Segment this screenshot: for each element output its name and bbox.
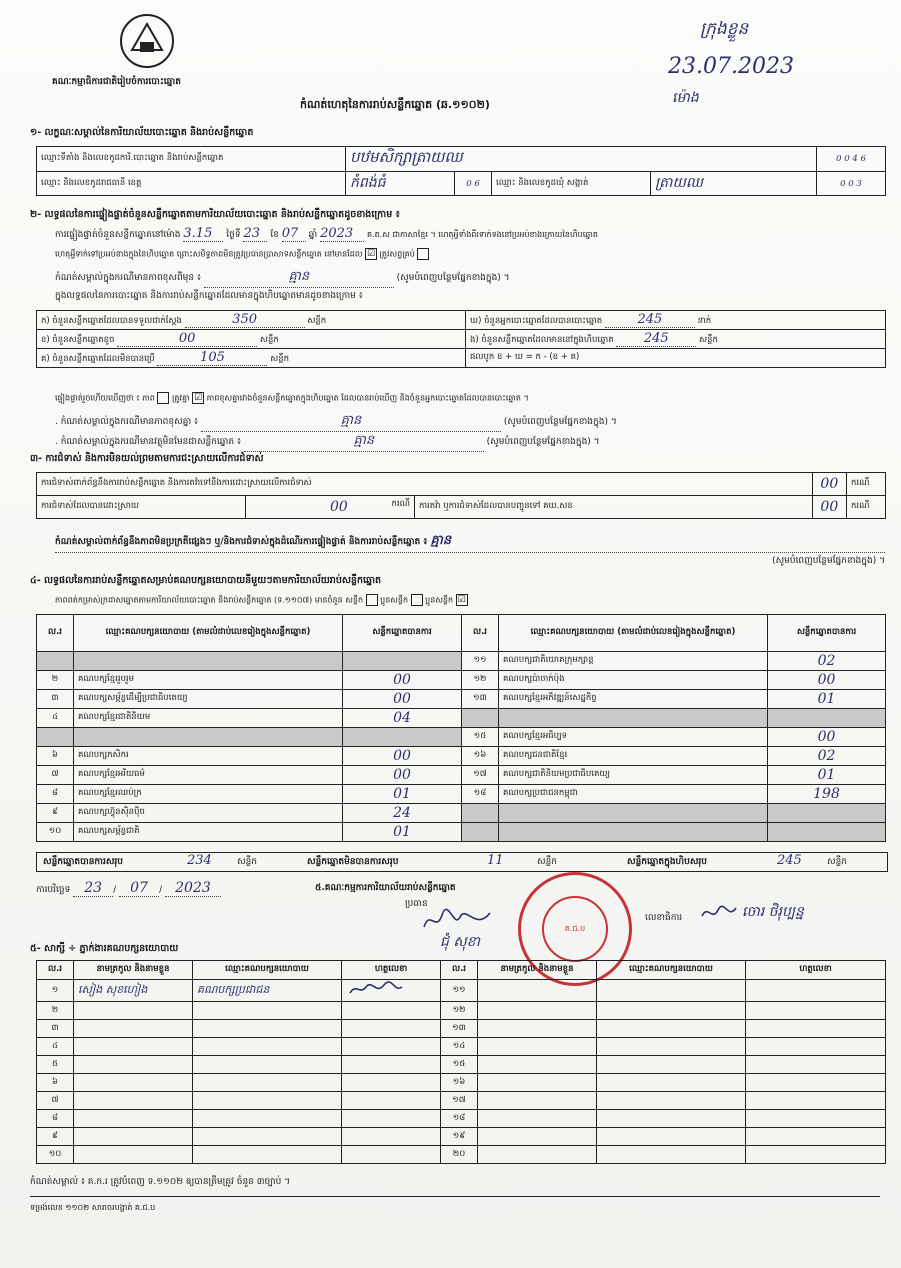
witness-party-left [193,1074,342,1092]
col-party-right: ឈ្មោះគណបក្សនយោបាយ (តាមលំដាប់លេខរៀងក្នុងសន្លឹកឆ្នោត) [499,615,768,652]
party-no-right: ១៥ [462,728,499,747]
section5-heading: ៥- សាក្សី ÷ ភ្នាក់ងារគណបក្សនយោបាយ [30,943,179,954]
s2-row-b: ខ) ចំនួនសន្លឹកឆ្នោតខូច 00 សន្លឹក [37,330,466,349]
witness-no-right: ១៣ [441,1020,478,1038]
s1-province-code: 0 6 [455,172,492,196]
party-votes-right [768,823,886,842]
party-no-right [462,709,499,728]
witness-sign-right [746,1038,886,1056]
witness-party-right [597,1056,746,1074]
s1-commune-label: ឈ្មោះ និងលេខកូដឃុំ សង្កាត់ [492,172,651,196]
party-votes-left: 01 [343,785,462,804]
witness-party-left [193,1092,342,1110]
table-row [37,728,886,747]
party-votes-right: 02 [768,747,886,766]
witness-no-right: ២០ [441,1146,478,1164]
section1-heading: ១- លក្ខណៈសម្គាល់នៃការិយាល័យបោះឆ្នោត និងរាប់សន្លឹកឆ្នោត [30,127,254,138]
section4-heading: ៤- លទ្ធផលនៃការរាប់សន្លឹកឆ្នោតសម្រាប់គណបក្សនយោបាយនីមួយៗតាមការិយាល័យរាប់សន្លឹកឆ្នោត [30,575,382,586]
witness-no-right: ១៦ [441,1074,478,1092]
s3-row1-unit: ករណី [847,473,886,496]
witness-name-right [478,1092,597,1110]
party-name-left [74,728,343,747]
secretary-label: លេខាធិការ [645,913,683,923]
witness-name-right [478,1146,597,1164]
party-name-right [499,823,768,842]
witness-sign-left [342,980,441,1002]
witness-party-left: គណបក្សប្រជាជន [193,980,342,1002]
witness-sign-left [342,1092,441,1110]
witness-name-left [74,1128,193,1146]
party-name-right: គណបក្សខ្មែរអភិវឌ្ឍន៍សេដ្ឋកិច្ច [499,690,768,709]
party-name-right: គណបក្សប្រជាជនកម្ពុជា [499,785,768,804]
party-votes-right: 01 [768,766,886,785]
party-name-right: គណបក្សខ្មែរអធិប្បទ [499,728,768,747]
party-no-left: ១០ [37,823,74,842]
party-votes-right: 02 [768,652,886,671]
table-row [37,1128,886,1146]
chair-name: ជុំ សុខា [440,934,480,950]
party-no-right [462,823,499,842]
nec-logo-icon [118,12,176,70]
witness-no-left: ១ [37,980,74,1002]
committee-label: ៥.គណៈកម្មការការិយាល័យរាប់សន្លឹកឆ្នោត [315,883,456,893]
table-row [37,1146,886,1164]
witness-name-right [478,1020,597,1038]
secretary-name: ចោរ ថិរុប្បន្ន [742,904,804,920]
s1-row1-value: បឋមសិក្សាត្រាយឈ [346,147,817,172]
table-row [37,980,886,1002]
party-votes-right: 00 [768,671,886,690]
section2-table [36,310,886,368]
document-title: កំណត់ហេតុនៃការរាប់សន្លឹកឆ្នោត (ឆ.១១០២) [300,98,490,111]
totals-row: សន្លឹកឆ្នោតបានការសរុប 234 សន្លឹក សន្លឹកឆ្នោតមិនបានការសរុប 11 សន្លឹក សន្លឹកឆ្នោតក្នុងហិបសរុប 245 សន្លឹក [36,852,888,872]
s2-check-match-checkbox[interactable] [157,392,169,404]
table-row [37,1020,886,1038]
party-results-table [36,614,886,842]
table-row [37,766,886,785]
party-rows [37,652,886,842]
witness-party-right [597,1002,746,1020]
s3-note-hint: (សូមបំពេញបន្ថែមផ្នែកខាងក្នុង) ។ [55,552,885,568]
witness-name-left [74,1092,193,1110]
witness-name-right [478,1110,597,1128]
witness-no-right: ១៩ [441,1128,478,1146]
party-no-right: ១៣ [462,690,499,709]
table-row [37,671,886,690]
signing-date: ការបរិច្ឆេទ 23 / 07 / 2023 [36,880,221,897]
party-votes-left: 01 [343,823,462,842]
party-name-left: គណបក្សខ្មែរអរិយធម៌ [74,766,343,785]
witness-sign-right [746,1146,886,1164]
s2-row-sum: ផលបូក ខ + ឃ = ក - (ខ + គ) [466,349,886,368]
s1-commune-code: 0 0 3 [817,172,886,196]
s1-row2-label: ឈ្មោះ និងលេខកូដរាជធានី ខេត្ត [37,172,346,196]
s2-line4: ក្នុងលទ្ធផលនៃការបោះឆ្នោត និងការរាប់សន្លឹកឆ្នោតដែលមានក្នុងហិបឆ្នោតមានដូចខាងក្រោម ៖ [55,291,363,301]
s2-row-c: គ) ចំនួនសន្លឹកឆ្នោតដែលមិនបានប្រើ 105 សន្លឹក [37,349,466,368]
witness-name-right [478,1128,597,1146]
witness-party-right [597,1146,746,1164]
witness-party-left [193,1128,342,1146]
party-votes-left [343,652,462,671]
witness-party-left [193,1110,342,1128]
table-row [37,785,886,804]
s2-line3: កំណត់សម្គាល់ក្នុងករណីមានភាពខុសពីមុន ៖ គ្មាន (សូមបំពេញបន្ថែមផ្នែកខាងក្នុង) ។ [55,268,510,288]
witness-party-right [597,980,746,1002]
party-no-right: ១៨ [462,785,499,804]
s2-row-d: ឃ) ចំនួនអ្នកបោះឆ្នោតដែលបានបោះឆ្នោត 245 នាក់ [466,311,886,330]
table-row [37,804,886,823]
witness-party-left [193,1056,342,1074]
table-row [37,1038,886,1056]
witness-party-left [193,1002,342,1020]
witness-name-left [74,1020,193,1038]
party-votes-left: 00 [343,690,462,709]
s4-subline: ភាពពត់កម្រាស់ក្រដាសឆ្នោតតាមការិយាល័យបោះឆ្នោត និងរាប់សន្លឹកឆ្នោត (ទ.១១០៧) មានចំនួន សន្លឹក ប្អូនសន្លឹក ប្អូនសន្លឹក ☑ [55,595,466,605]
witness-name-left [74,1074,193,1092]
witness-sign-right [746,1074,886,1092]
witness-name-left [74,1110,193,1128]
witness-no-right: ១៥ [441,1056,478,1074]
party-name-left: គណបក្សខ្មែររួបរួម [74,671,343,690]
table-row [37,1092,886,1110]
party-no-left: ៨ [37,785,74,804]
s3-row2-label-b: ការតវ៉ា ឬការជំទាស់ដែលបានបញ្ជូនទៅ គឃ.សខ [415,496,813,519]
party-votes-right [768,804,886,823]
party-no-left: ២ [37,671,74,690]
witness-no-left: ៩ [37,1128,74,1146]
footer-code: ទម្រង់លេខ ១១០២ សារាចរបង្គាត់ គ.ជ.ប [30,1203,156,1212]
witness-sign-left [342,1146,441,1164]
witness-rows [37,980,886,1164]
witness-sign-left [342,1074,441,1092]
witness-no-left: ១០ [37,1146,74,1164]
witness-party-left [193,1020,342,1038]
witness-sign-right [746,980,886,1002]
witness-name-left [74,1056,193,1074]
party-no-left: ៧ [37,766,74,785]
party-no-right [462,804,499,823]
party-votes-right: 01 [768,690,886,709]
witness-no-right: ១១ [441,980,478,1002]
s4-opt2-checkbox[interactable]: ☑ [457,595,466,605]
witness-signature-icon [346,981,406,997]
party-votes-left: 24 [343,804,462,823]
org-name: គណៈកម្មាធិការជាតិរៀបចំការបោះឆ្នោត [52,77,181,87]
witness-party-left [193,1146,342,1164]
witness-no-left: ៨ [37,1110,74,1128]
party-no-left: ៩ [37,804,74,823]
witness-name-right [478,980,597,1002]
witness-sign-left [342,1056,441,1074]
witness-name-right [478,1002,597,1020]
party-name-left: គណបក្សសម្ព័ន្ធដើម្បីប្រជាធិបតេយ្យ [74,690,343,709]
s3-row2-unit-b: ករណី [847,496,886,519]
witness-sign-right [746,1020,886,1038]
party-votes-right: 00 [768,728,886,747]
s2-check-line: ផ្ទៀងផ្ទាត់រួចហើយឃើញថា ៖ ភាព ត្រូវគ្នា ☑ ភាពខុសគ្នារវាងចំនួនសន្លឹកឆ្នោតក្នុងហិបឆ្នោត ដែលបានរាប់ឃើញ និងចំនួនអ្នកបោះឆ្នោតដែលបានបោះឆ្នោត ។ [55,393,529,403]
witness-sign-right [746,1128,886,1146]
col-votes-left: សន្លឹកឆ្នោតបានការ [343,615,462,652]
s2-row-a: ក) ចំនួនសន្លឹកឆ្នោតដែលបានទទួលជាក់ស្តែង 350 សន្លឹក [37,311,466,330]
witness-name-left: សៀង សុខហៀង [74,980,193,1002]
witness-party-right [597,1020,746,1038]
col-no-left: ល.រ [37,615,74,652]
handwritten-note: ក្រុងខ្លួន [700,19,749,39]
party-votes-left: 00 [343,671,462,690]
witness-no-left: ៧ [37,1092,74,1110]
s2-line1: ការផ្ទៀងផ្ទាត់ចំនួនសន្លឹកឆ្នោតនៅម៉ោង 3.15 ថ្ងៃទី 23 ខែ 07 ឆ្នាំ 2023 គ.ត.ស ជាភាសាខ្មែរ ។ ហេតុអ្វីទាំងពីរទាក់ទងនៅប្រអប់ខាងក្រោយនៃហិបឆ្នោត [55,226,598,241]
witness-name-left [74,1038,193,1056]
witness-no-left: ៥ [37,1056,74,1074]
witness-no-left: ៤ [37,1038,74,1056]
witness-no-left: ៣ [37,1020,74,1038]
s2-opt1-checkbox[interactable]: ☑ [366,249,376,259]
s3-row2-value-b: 00 [812,496,846,519]
party-votes-right: 198 [768,785,886,804]
party-votes-left: 00 [343,766,462,785]
w-col-no-left: ល.រ [37,961,74,980]
footer-note: កំណត់សម្គាល់ ៖ គ.ក.រ ត្រូវបំពេញ ទ.១១០២ ឲ្យបានត្រឹមត្រូវ ចំនួន ៣ច្បាប់ ។ [30,1177,291,1187]
col-votes-right: សន្លឹកឆ្នោតបានការ [768,615,886,652]
witness-party-right [597,1110,746,1128]
witness-sign-right [746,1110,886,1128]
s2-note1: . កំណត់សម្គាល់ក្នុងករណីមានភាពខុសគ្នា ៖ គ្មាន (សូមបំពេញបន្ថែមផ្នែកខាងក្នុង) ។ [55,412,617,432]
s2-line2: ហេតុអ្វីទាក់ទៅប្រអប់ខាងក្នុងនៃហិបឆ្នោត ព្រោះសមិទ្ធភាពមិនត្រូវប្រធានប្រាសាទសន្លឹកឆ្នោត នៅមានដែល ☑ ត្រូវសព្វគ្រប់ [55,248,885,261]
s2-row-e: ង) ចំនួនសន្លឹកឆ្នោតដែលមាននៅក្នុងហិបឆ្នោត 245 សន្លឹក [466,330,886,349]
secretary-signature-icon [700,902,740,924]
w-col-name-right: នាមត្រកូល និងនាមខ្លួន [478,961,597,980]
party-votes-left: 04 [343,709,462,728]
handwritten-time: ម៉ោង [672,90,699,106]
s4-opt0-checkbox[interactable] [366,594,378,606]
party-no-right: ១១ [462,652,499,671]
party-name-left: គណបក្សសម្ព័ន្ធជាតិ [74,823,343,842]
official-stamp: គ.ជ.ប [518,872,632,986]
witness-sign-right [746,1002,886,1020]
w-col-sign-left: ហត្ថលេខា [342,961,441,980]
witness-party-right [597,1092,746,1110]
col-no-right: ល.រ [462,615,499,652]
table-row [37,690,886,709]
table-row [37,709,886,728]
s3-row1-value: 00 [812,473,846,496]
s2-note2: . កំណត់សម្គាល់ក្នុងករណីមានវត្ថុមិនមែនជាសន្លឹកឆ្នោត ៖ គ្មាន (សូមបំពេញបន្ថែមផ្នែកខាងក្នុង) ។ [55,432,600,452]
w-col-party-left: ឈ្មោះគណបក្សនយោបាយ [193,961,342,980]
party-name-left: គណបក្សខ្មែរជាតិនិយម [74,709,343,728]
party-name-right: គណបក្សប៉ាចាក់ប៉ុង [499,671,768,690]
section2-heading: ២- លទ្ធផលនៃការផ្ទៀងផ្ទាត់ចំនួនសន្លឹកឆ្នោតតាមការិយាល័យបោះឆ្នោត និងរាប់សន្លឹកឆ្នោតដូចខាងក្រោម ៖ [30,209,400,220]
section3-heading: ៣- ការជំទាស់ និងការមិនយល់ព្រមតាមការជះស្រាយលើការជំទាស់ [30,453,264,464]
s3-note: កំណត់សម្គាល់ពាក់ព័ន្ធនឹងភាពមិនប្រក្រតីផ្សេងៗ ឬ/និងការជំទាស់ក្នុងដំណើរការផ្ទៀងផ្ទាត់ និងការរាប់សន្លឹកឆ្នោត ៖ គ្មាន [55,533,452,548]
party-name-left [74,652,343,671]
party-no-left [37,728,74,747]
witness-name-right [478,1056,597,1074]
party-votes-left: 00 [343,747,462,766]
party-no-right: ១៦ [462,747,499,766]
table-row [37,1056,886,1074]
witness-sign-left [342,1020,441,1038]
witness-sign-left [342,1128,441,1146]
section1-table [36,146,886,196]
witness-no-right: ១៧ [441,1092,478,1110]
s4-opt1-checkbox[interactable] [411,594,423,606]
witness-no-right: ១៨ [441,1110,478,1128]
s1-province-value: កំពង់ធំ [346,172,455,196]
footer-divider [30,1196,880,1197]
handwritten-date: 23.07.2023 [668,54,794,79]
witness-sign-left [342,1002,441,1020]
witness-no-left: ២ [37,1002,74,1020]
party-name-left: គណបក្សកសិករ [74,747,343,766]
s1-row1-label: ឈ្មោះទីតាំង និងលេខកូដការិ.បោះឆ្នោត និងរាប់សន្លឹកឆ្នោត [37,147,346,172]
table-row [37,1074,886,1092]
party-name-left: គណបក្សខ្មែរឈប់ក្រ [74,785,343,804]
party-name-right: គណបក្សជាតិយោគក្រុមក្សាន្ត [499,652,768,671]
w-col-no-right: ល.រ [441,961,478,980]
table-row [37,1002,886,1020]
party-no-left: ៣ [37,690,74,709]
witness-table [36,960,886,1164]
s2-opt2-checkbox[interactable] [417,248,429,260]
party-votes-right [768,709,886,728]
party-name-right: គណបក្សជាតិនិយមប្រជាធិបតេយ្យ [499,766,768,785]
s1-row1-code: 0 0 4 6 [817,147,886,172]
witness-party-right [597,1038,746,1056]
s1-commune-value: ត្រាយឈ [651,172,817,196]
party-name-right: គណបក្សជនជាតិខ្មែរ [499,747,768,766]
chair-label: ប្រធាន [405,899,428,909]
witness-no-right: ១៤ [441,1038,478,1056]
party-name-left: គណបក្សហ៊្វុនស៊ិនប៉ិច [74,804,343,823]
s3-row2-value: 00 ករណី [246,496,415,519]
table-row [37,823,886,842]
witness-name-right [478,1038,597,1056]
party-name-right [499,709,768,728]
party-no-right: ១៧ [462,766,499,785]
witness-no-left: ៦ [37,1074,74,1092]
party-no-left [37,652,74,671]
s3-row1-label: ការជំទាស់ពាក់ព័ន្ធនឹងការរាប់សន្លឹកឆ្នោត និងការតវ៉ាទៅនឹងការដោះស្រាយលើការជំទាស់ [37,473,813,496]
s2-check-diff-checkbox[interactable]: ☑ [194,393,203,403]
witness-sign-left [342,1110,441,1128]
witness-name-left [74,1002,193,1020]
table-row [37,652,886,671]
witness-sign-right [746,1092,886,1110]
col-party-left: ឈ្មោះគណបក្សនយោបាយ (តាមលំដាប់លេខរៀងក្នុងសន្លឹកឆ្នោត) [74,615,343,652]
witness-sign-left [342,1038,441,1056]
w-col-sign-right: ហត្ថលេខា [746,961,886,980]
w-col-name-left: នាមត្រកូល និងនាមខ្លួន [74,961,193,980]
party-no-right: ១២ [462,671,499,690]
witness-no-right: ១២ [441,1002,478,1020]
witness-party-right [597,1074,746,1092]
section3-table [36,472,886,519]
witness-party-left [193,1038,342,1056]
party-no-left: ៤ [37,709,74,728]
party-no-left: ៦ [37,747,74,766]
witness-party-right [597,1128,746,1146]
party-name-right [499,804,768,823]
table-row [37,747,886,766]
party-votes-left [343,728,462,747]
witness-name-right [478,1074,597,1092]
s3-row2-label: ការជំទាស់ដែលបានដោះស្រាយ [37,496,246,519]
w-col-party-right: ឈ្មោះគណបក្សនយោបាយ [597,961,746,980]
witness-name-left [74,1146,193,1164]
table-row [37,1110,886,1128]
witness-sign-right [746,1056,886,1074]
